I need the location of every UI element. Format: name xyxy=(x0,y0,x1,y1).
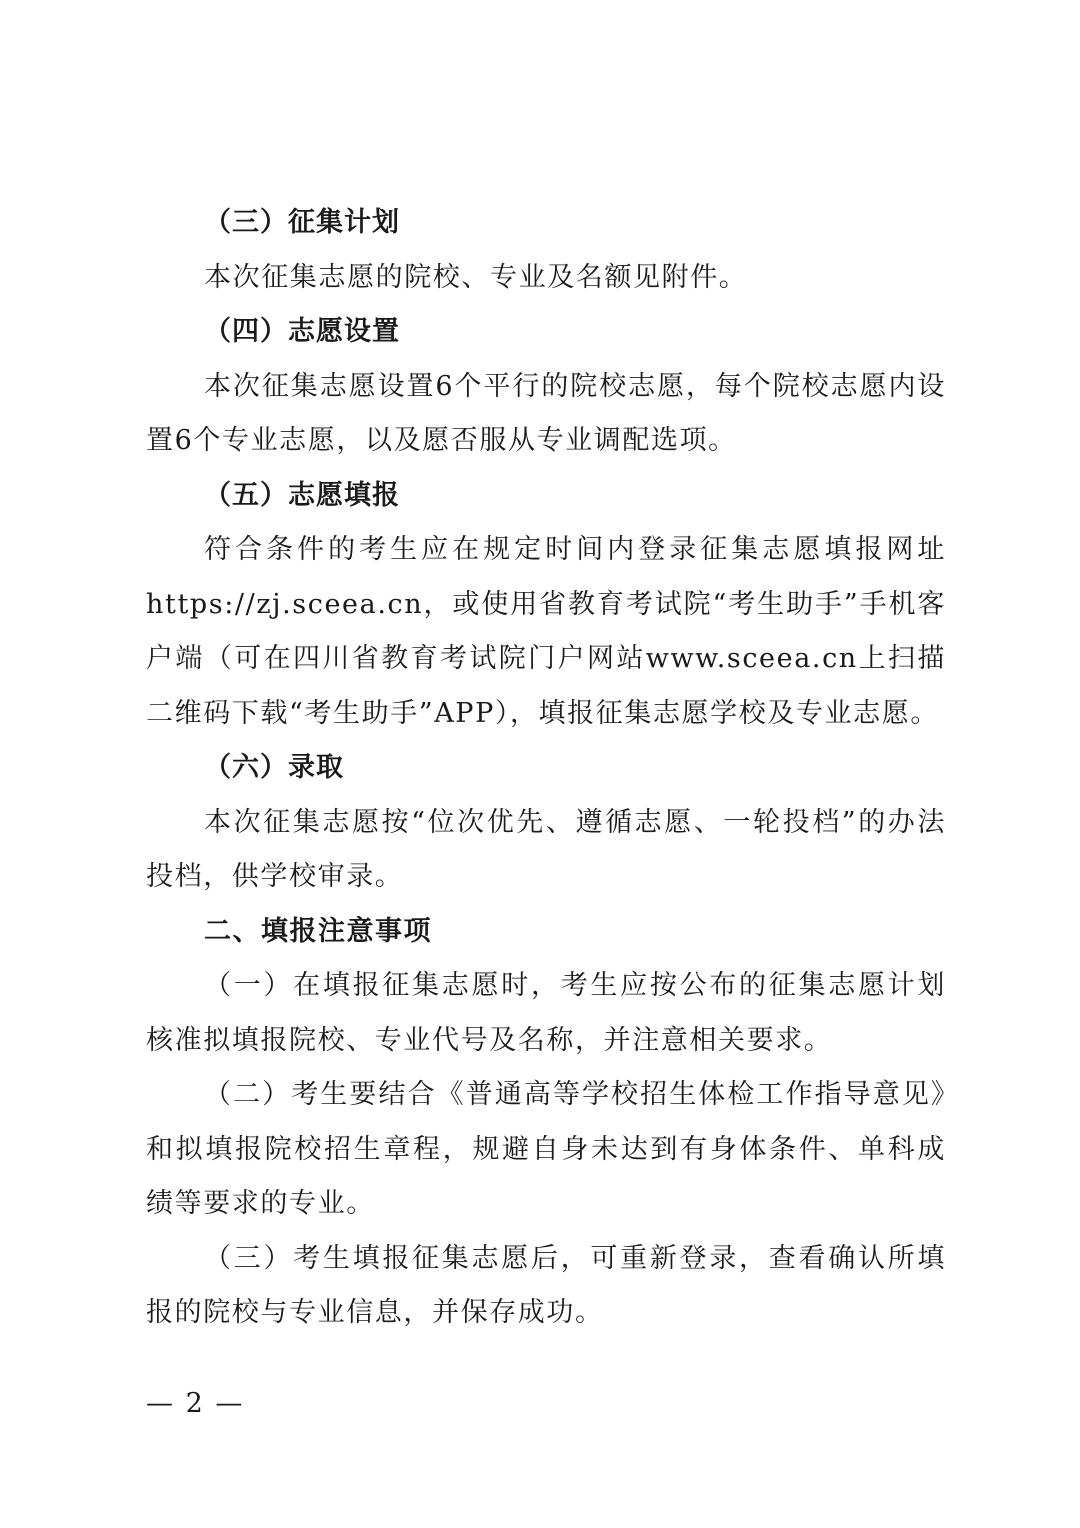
section-heading-admission: （六）录取 xyxy=(204,752,344,783)
section-body-admission: 本次征集志愿按“位次优先、遵循志愿、一轮投档”的办法投档，供学校审录。 xyxy=(146,806,946,892)
document-page xyxy=(146,196,946,1341)
notes-heading: 二、填报注意事项 xyxy=(204,915,432,947)
notes-item-3: （三）考生填报征集志愿后，可重新登录，查看确认所填报的院校与专业信息，并保存成功。 xyxy=(146,1242,946,1328)
section-body-settings: 本次征集志愿设置6个平行的院校志愿，每个院校志愿内设置6个专业志愿，以及愿否服从专业调配选项。 xyxy=(146,370,946,456)
section-body-plan: 本次征集志愿的院校、专业及名额见附件。 xyxy=(204,261,748,293)
notes-item-2: （二）考生要结合《普通高等学校招生体检工作指导意见》和拟填报院校招生章程，规避自身未达到有身体条件、单科成绩等要求的专业。 xyxy=(146,1079,946,1219)
section-heading-filing: （五）志愿填报 xyxy=(204,479,400,511)
section-heading-plan: （三）征集计划 xyxy=(204,207,400,238)
section-body-filing: 符合条件的考生应在规定时间内登录征集志愿填报网址https://zj.sceea.cn，或使用省教育考试院“考生助手”手机客户端（可在四川省教育考试院门户网站www.sceea.cn上扫描二维码下载“考生助手”APP），填报征集志愿学校及专业志愿。 xyxy=(146,534,946,729)
section-heading-settings: （四）志愿设置 xyxy=(204,316,400,347)
notes-item-1: （一）在填报征集志愿时，考生应按公布的征集志愿计划核准拟填报院校、专业代号及名称，并注意相关要求。 xyxy=(146,970,946,1056)
page-number: — 2 — xyxy=(146,1388,245,1419)
